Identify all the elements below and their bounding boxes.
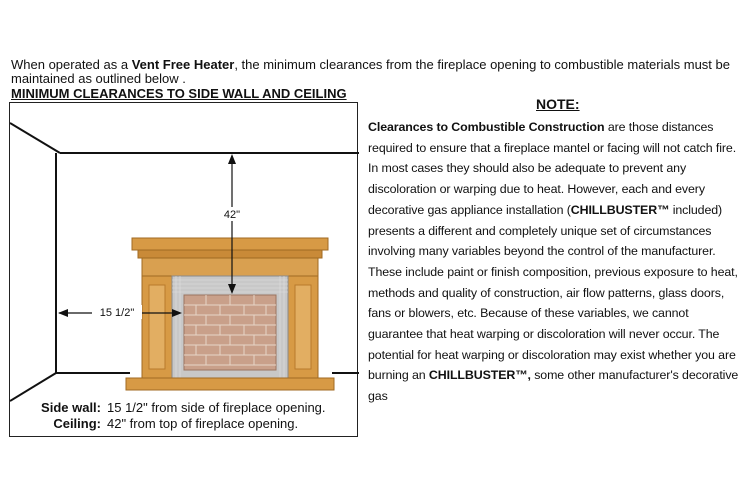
- note-brand-1: CHILLBUSTER™: [570, 202, 670, 217]
- diagram-heading: MINIMUM CLEARANCES TO SIDE WALL AND CEILING: [11, 86, 347, 101]
- floor-corner-line: [10, 373, 56, 401]
- intro-bold-term: Vent Free Heater: [131, 57, 235, 72]
- hearth: [126, 378, 334, 390]
- note-title: NOTE:: [536, 96, 580, 112]
- mantel-trim: [138, 250, 322, 258]
- ceiling-dimension-label: 42": [223, 209, 241, 221]
- ceiling-arrow-up-icon: [228, 154, 236, 164]
- note-text-2: included) presents a different and completely unique set of circumstances involving many variables beyond the control of the manufacturer. These include paint or finish composition, previous exposure to heat, methods and quality of construction, air flow patterns, glass doors, fans or blowers, etc. Because of these variables, we cannot guarantee that heat warping or discoloration will never occur. The potential for heat warping or discoloration may exist whether you are burning an: [368, 202, 738, 383]
- note-text-3: some other manufacturer's decorative gas: [368, 368, 739, 404]
- mantel-frieze: [142, 258, 318, 276]
- side-arrow-left-icon: [58, 309, 68, 317]
- right-pilaster-panel: [295, 285, 311, 369]
- note-bold-term: Clearances to Combustible Construction: [368, 120, 605, 134]
- note-body: [368, 117, 744, 407]
- note-text-1: are those distances required to ensure that a fireplace mantel or facing will not catch fire. In most cases they should also be adequate to prevent any discoloration or warping due to heat. However, each and every decorative gas appliance installation (: [368, 120, 737, 217]
- mantel-shelf: [132, 238, 328, 250]
- side-dimension-label: 15 1/2": [99, 307, 135, 319]
- ceiling-caption-text: 42" from top of fireplace opening.: [107, 416, 299, 431]
- fireplace-illustration: [10, 103, 359, 438]
- intro-text: When operated as a: [11, 57, 132, 72]
- ceiling-caption: [14, 416, 354, 432]
- note-brand-2: CHILLBUSTER™,: [428, 368, 531, 383]
- ceiling-caption-label: Ceiling:: [53, 416, 101, 431]
- diagram-caption: [14, 400, 354, 432]
- side-wall-caption-label: Side wall:: [41, 400, 101, 415]
- side-wall-caption-text: 15 1/2" from side of fireplace opening.: [107, 400, 326, 415]
- clearance-diagram: [9, 102, 358, 437]
- intro-paragraph: [11, 58, 741, 86]
- intro-text-end: , the minimum clearances from the fireplace opening to combustible materials must be maintained as outlined below .: [11, 57, 730, 86]
- ceiling-corner-line: [10, 123, 60, 153]
- left-pilaster-panel: [149, 285, 165, 369]
- side-wall-caption: [14, 400, 354, 416]
